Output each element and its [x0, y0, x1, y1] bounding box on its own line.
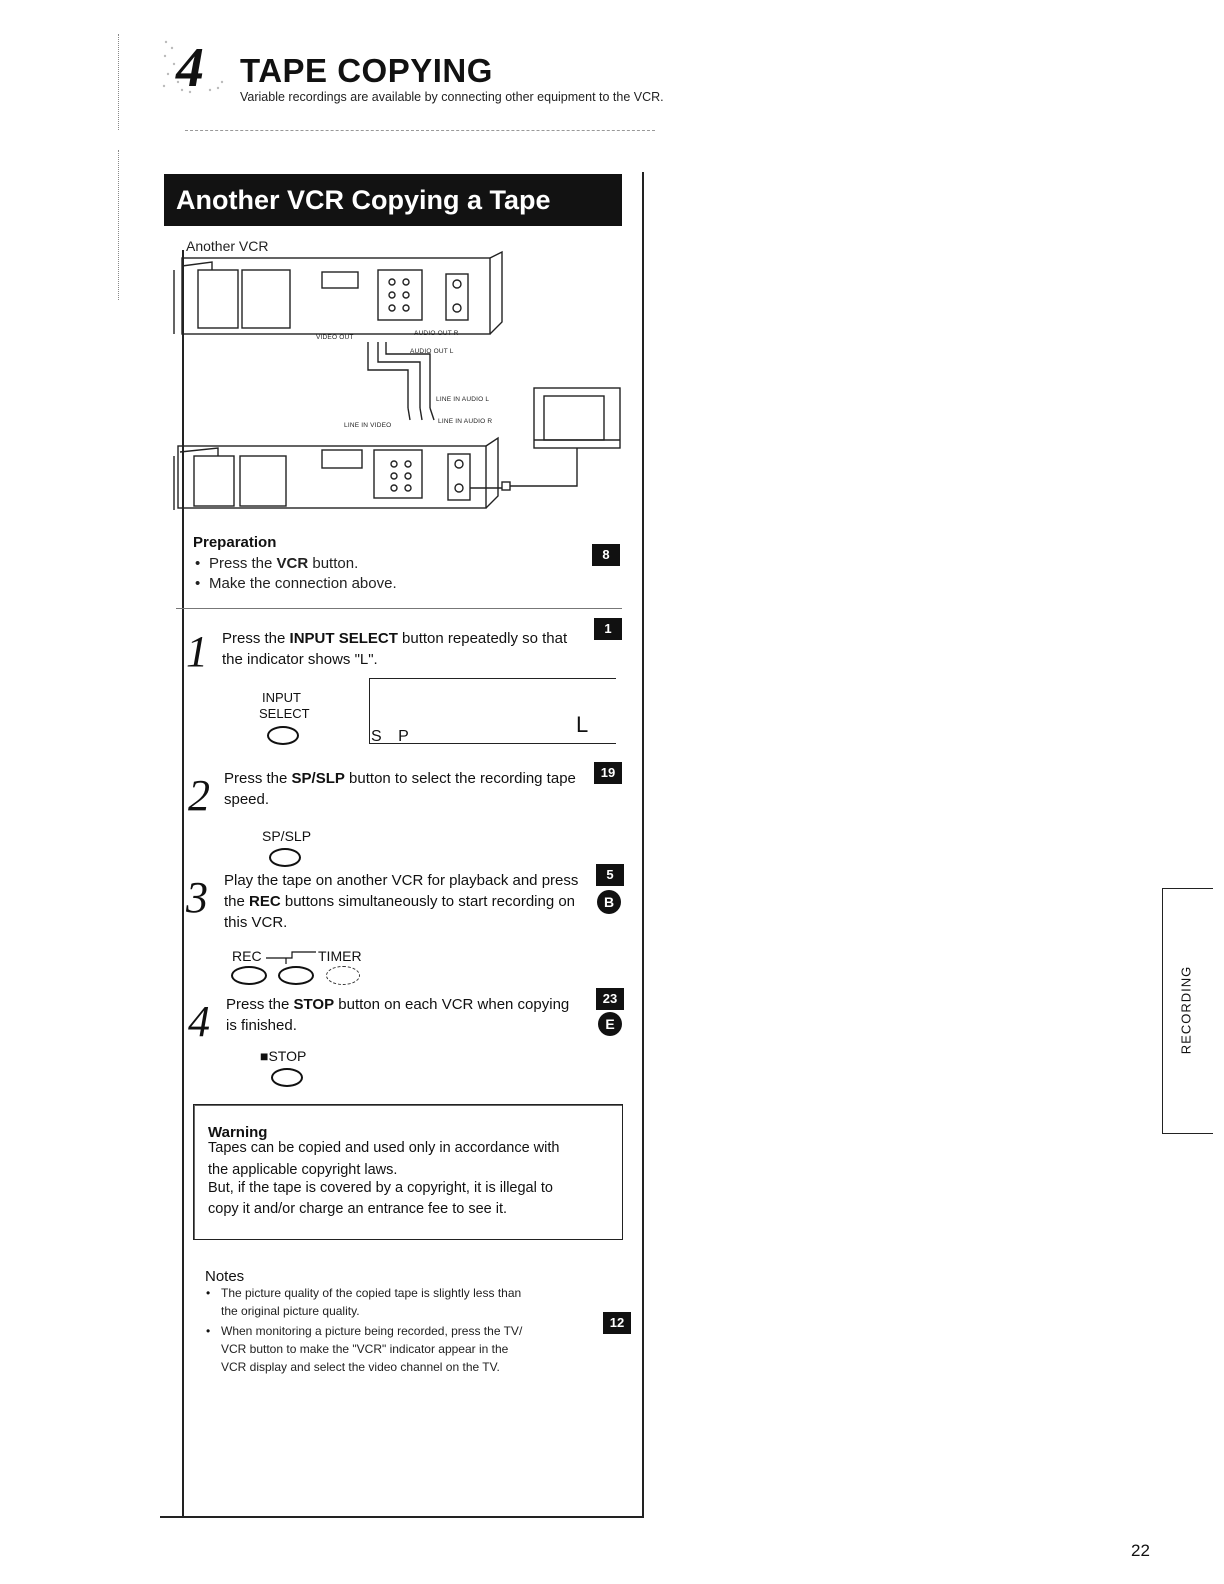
line-in-audio-l-label: LINE IN AUDIO L — [436, 396, 490, 403]
chapter-number-graphic — [160, 34, 226, 96]
note-text: the original picture quality. — [221, 1304, 360, 1318]
rec-label: REC — [232, 948, 262, 964]
another-vcr-label: Another VCR — [186, 238, 269, 254]
step-number: 4 — [188, 997, 210, 1046]
another-vcr-illustration — [174, 252, 502, 334]
preparation-bullet: • Make the connection above. — [209, 575, 397, 592]
warning-text: Tapes can be copied and used only in accordance with — [208, 1140, 560, 1156]
line-in-audio-r-label: LINE IN AUDIO R — [438, 418, 493, 425]
stop-button[interactable] — [271, 1068, 303, 1087]
preparation-title: Preparation — [193, 534, 277, 551]
note-text: VCR button to make the "VCR" indicator appear in the — [221, 1342, 509, 1356]
step-number: 1 — [186, 627, 208, 676]
tv-illustration — [502, 388, 620, 490]
step-ref-badge: 23 — [596, 988, 624, 1010]
step-ref-badge: 19 — [594, 762, 622, 784]
margin-rule — [118, 34, 119, 130]
note-bullet: • — [206, 1286, 211, 1300]
step-operation-badge: B — [597, 890, 621, 914]
timer-label: TIMER — [318, 948, 362, 964]
page-title: TAPE COPYING — [240, 52, 493, 89]
warning-text: copy it and/or charge an entrance fee to see it. — [208, 1201, 508, 1217]
input-select-label: SELECT — [259, 706, 310, 721]
preparation-ref-badge: 8 — [592, 544, 620, 566]
step-number: 3 — [186, 873, 208, 922]
rec-button-second[interactable] — [278, 966, 314, 985]
audio-out-r-label: AUDIO OUT R — [414, 330, 459, 337]
display-speed-text: S P — [371, 728, 415, 745]
stop-label: ■STOP — [260, 1048, 307, 1064]
timer-button[interactable] — [326, 966, 360, 985]
header-divider — [185, 130, 655, 131]
step-text: Press the STOP button on each VCR when copying is finished. — [226, 996, 570, 1034]
step-ref-badge: 1 — [594, 618, 622, 640]
note-text: When monitoring a picture being recorded, press the TV/ — [221, 1324, 523, 1338]
step-number: 2 — [188, 771, 210, 820]
preparation-bullet: • Press the VCR button. — [209, 555, 358, 572]
note-text: The picture quality of the copied tape is slightly less than — [221, 1286, 522, 1300]
preparation-divider — [176, 608, 622, 609]
input-select-label: INPUT — [262, 690, 301, 705]
notes-title: Notes — [205, 1268, 245, 1285]
audio-out-l-label: AUDIO OUT L — [410, 348, 454, 355]
input-select-button[interactable] — [267, 726, 299, 745]
step-text: Press the INPUT SELECT button repeatedly so that the indicator shows "L". — [222, 630, 568, 668]
rec-button[interactable] — [231, 966, 267, 985]
display-input-indicator: L — [576, 712, 589, 737]
page-subtitle: Variable recordings are available by connecting other equipment to the VCR. — [240, 90, 664, 104]
notes-ref-badge: 12 — [603, 1312, 631, 1334]
connection-diagram — [172, 250, 622, 520]
margin-rule — [118, 150, 119, 300]
page-number: 22 — [1131, 1541, 1150, 1560]
note-bullet: • — [206, 1324, 211, 1338]
section-banner: Another VCR Copying a Tape — [164, 174, 622, 226]
step-text: Press the SP/SLP button to select the recording tape speed. — [224, 770, 576, 808]
step-text: Play the tape on another VCR for playback and press the REC buttons simultaneously to start recording on this VCR. — [224, 872, 579, 931]
note-text: VCR display and select the video channel on the TV. — [221, 1360, 500, 1374]
step-operation-badge: E — [598, 1012, 622, 1036]
section-side-tab-label: RECORDING — [1178, 965, 1194, 1055]
warning-text: the applicable copyright laws. — [208, 1162, 398, 1178]
sp-slp-label: SP/SLP — [262, 828, 312, 844]
video-out-label: VIDEO OUT — [316, 334, 354, 341]
sp-slp-button[interactable] — [269, 848, 301, 867]
step-ref-badge: 5 — [596, 864, 624, 886]
warning-title: Warning — [208, 1124, 268, 1141]
rec-timer-connector — [262, 950, 318, 966]
this-vcr-illustration — [174, 438, 502, 510]
chapter-number: 4 — [176, 37, 204, 96]
warning-text: But, if the tape is covered by a copyright, it is illegal to — [208, 1180, 553, 1196]
line-in-video-label: LINE IN VIDEO — [344, 422, 392, 429]
